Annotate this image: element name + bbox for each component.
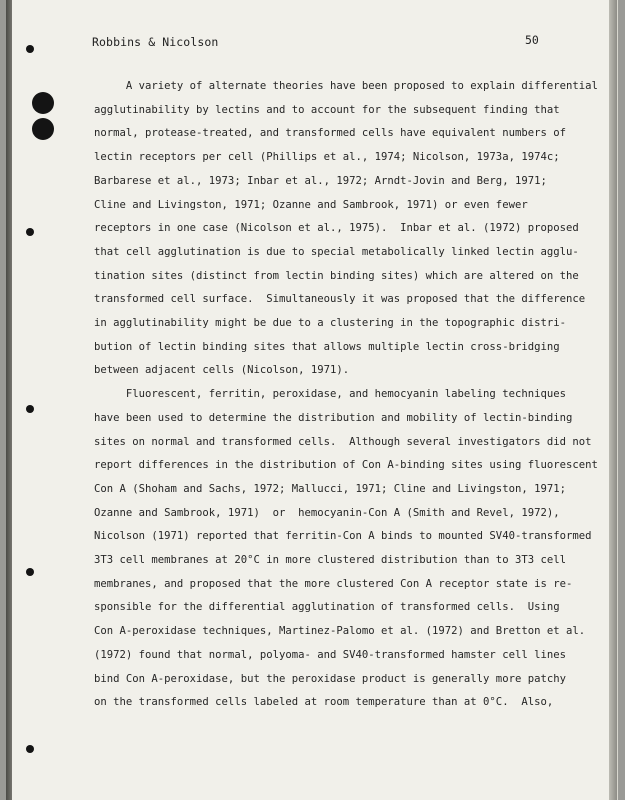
punch-hole [26,45,34,53]
text-line: Barbarese et al., 1973; Inbar et al., 1972; Arndt-Jovin and Berg, 1971; [94,174,547,187]
punch-hole [26,568,34,576]
text-line: bind Con A-peroxidase, but the peroxidase product is generally more patchy [94,672,566,685]
text-line: A variety of alternate theories have been proposed to explain differential [94,80,598,92]
punch-hole [26,228,34,236]
text-line: Cline and Livingston, 1971; Ozanne and Sambrook, 1971) or even fewer [94,198,528,211]
text-line: have been used to determine the distribution and mobility of lectin-binding [94,411,573,424]
paragraph [94,75,598,383]
page-right-edge [609,0,617,800]
text-line: on the transformed cells labeled at room temperature than at 0°C. Also, [94,696,554,709]
text-line: tination sites (distinct from lectin binding sites) which are altered on the [94,269,579,282]
punch-hole-large [32,118,54,140]
text-line: membranes, and proposed that the more clustered Con A receptor state is re- [94,577,573,590]
text-line: that cell agglutination is due to special metabolically linked lectin agglu- [94,245,579,258]
body-text [94,75,598,715]
punch-hole [26,405,34,413]
text-line: Con A-peroxidase techniques, Martinez-Palomo et al. (1972) and Bretton et al. [94,625,586,638]
text-line: lectin receptors per cell (Phillips et al., 1974; Nicolson, 1973a, 1974c; [94,151,560,164]
text-line: sponsible for the differential agglutination of transformed cells. Using [94,601,560,614]
paragraph [94,383,598,715]
punch-hole-large [32,92,54,114]
text-line: bution of lectin binding sites that allows multiple lectin cross-bridging [94,340,560,353]
page-number: 50 [525,33,539,47]
text-line: Ozanne and Sambrook, 1971) or hemocyanin-Con A (Smith and Revel, 1972), [94,506,560,519]
text-line: sites on normal and transformed cells. Although several investigators did not [94,435,592,448]
text-line: normal, protease-treated, and transformed cells have equivalent numbers of [94,127,566,140]
text-line: receptors in one case (Nicolson et al., 1975). Inbar et al. (1972) proposed [94,222,579,235]
running-header-authors: Robbins & Nicolson [92,35,219,49]
text-line: between adjacent cells (Nicolson, 1971). [94,364,350,377]
text-line: transformed cell surface. Simultaneously it was proposed that the difference [94,293,586,306]
text-line: Con A (Shoham and Sachs, 1972; Mallucci, 1971; Cline and Livingston, 1971; [94,482,566,495]
document-page [6,0,618,800]
text-line: Nicolson (1971) reported that ferritin-Con A binds to mounted SV40-transformed [94,530,592,543]
text-line: report differences in the distribution of Con A-binding sites using fluorescent [94,459,598,472]
punch-hole [26,745,34,753]
text-line: agglutinability by lectins and to account for the subsequent finding that [94,103,560,116]
text-line: Fluorescent, ferritin, peroxidase, and hemocyanin labeling techniques [94,388,566,401]
text-line: in agglutinability might be due to a clustering in the topographic distri- [94,317,566,330]
text-line: 3T3 cell membranes at 20°C in more clustered distribution than to 3T3 cell [94,554,566,567]
page-left-edge [6,0,12,800]
text-line: (1972) found that normal, polyoma- and SV40-transformed hamster cell lines [94,648,566,661]
